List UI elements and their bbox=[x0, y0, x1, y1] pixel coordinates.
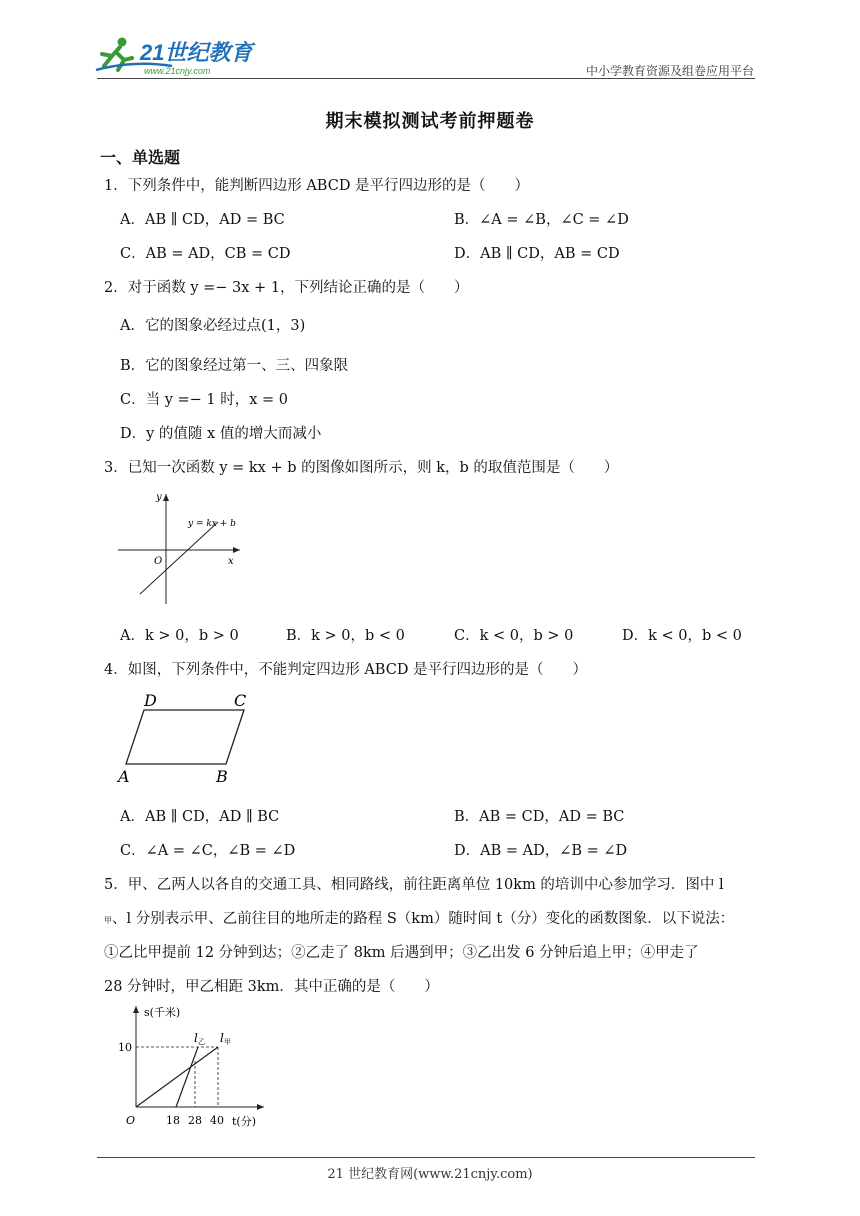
y-label: y bbox=[156, 492, 162, 503]
header-divider bbox=[97, 78, 755, 79]
q3-option-b: B．k > 0，b < 0 bbox=[286, 628, 405, 644]
tick-40: 40 bbox=[210, 1114, 224, 1127]
parallelogram-shape bbox=[126, 710, 244, 764]
vertex-a: A bbox=[118, 767, 130, 786]
q4-parallelogram bbox=[116, 688, 256, 786]
question-5-line-3: ①乙比甲提前 12 分钟到达；②乙走了 8km 后遇到甲；③乙出发 6 分钟后追上甲；④甲走了 bbox=[104, 945, 699, 961]
origin-label-5: O bbox=[126, 1114, 136, 1127]
q1-option-c: C．AB = AD，CB = CD bbox=[120, 246, 291, 262]
vertex-d: D bbox=[144, 691, 157, 710]
l-yi-label: l bbox=[194, 1031, 198, 1045]
page-header bbox=[0, 0, 860, 80]
footer-divider bbox=[97, 1157, 755, 1158]
logo bbox=[94, 36, 259, 78]
platform-name: 中小学教育资源及组卷应用平台 bbox=[585, 64, 754, 78]
vertex-b: B bbox=[216, 767, 228, 786]
s-label: s(千米) bbox=[144, 1006, 181, 1019]
tick-18: 18 bbox=[166, 1114, 180, 1127]
l-jia-sub: 甲 bbox=[224, 1038, 231, 1046]
q3-option-d: D．k < 0，b < 0 bbox=[622, 628, 742, 644]
origin-label: O bbox=[154, 556, 163, 567]
q5-graph bbox=[118, 1002, 278, 1132]
page-title: 期末模拟测试考前押题卷 bbox=[325, 111, 535, 132]
q4-option-c: C．∠A = ∠C，∠B = ∠D bbox=[120, 843, 296, 859]
svg-text:www.21cnjy.com: www.21cnjy.com bbox=[144, 66, 211, 76]
q1-option-d: D．AB ∥ CD，AB = CD bbox=[454, 246, 620, 262]
question-5-line-4: 28 分钟时，甲乙相距 3km．其中正确的是（ ） bbox=[104, 979, 439, 995]
x-label: x bbox=[228, 556, 234, 567]
l-yi-sub: 乙 bbox=[198, 1038, 205, 1046]
q3-graph bbox=[112, 486, 252, 610]
l-jia-label: l bbox=[220, 1031, 224, 1045]
section-heading: 一、单选题 bbox=[100, 148, 181, 167]
question-3-stem: 3．已知一次函数 y = kx + b 的图像如图所示，则 k，b 的取值范围是（ ） bbox=[104, 460, 619, 476]
q2-option-c: C．当 y =− 1 时，x = 0 bbox=[120, 392, 289, 408]
t-label: t(分) bbox=[232, 1115, 257, 1128]
svg-text:21世纪教育: 21世纪教育 bbox=[140, 40, 253, 65]
question-5-line-1: 5．甲、乙两人以各自的交通工具、相同路线，前往距离单位 10km 的培训中心参加学习．图中 l bbox=[104, 877, 724, 893]
q2-option-b: B．它的图象经过第一、三、四象限 bbox=[120, 358, 349, 374]
l-jia-line bbox=[136, 1047, 218, 1107]
function-line bbox=[140, 522, 218, 594]
q4-option-a: A．AB ∥ CD，AD ∥ BC bbox=[120, 809, 280, 825]
line-label: y = kx + b bbox=[188, 519, 236, 529]
tick-28: 28 bbox=[188, 1114, 202, 1127]
question-2-stem: 2．对于函数 y =− 3x + 1，下列结论正确的是（ ） bbox=[104, 280, 469, 296]
q2-option-d: D．y 的值随 x 值的增大而减小 bbox=[120, 426, 322, 442]
q1-option-b: B．∠A = ∠B，∠C = ∠D bbox=[454, 212, 629, 228]
question-4-stem: 4．如图，下列条件中，不能判定四边形 ABCD 是平行四边形的是（ ） bbox=[104, 662, 588, 678]
sub-jia: 甲 bbox=[104, 916, 112, 925]
q1-option-a: A．AB ∥ CD，AD = BC bbox=[120, 212, 285, 228]
q2-option-a: A．它的图象必经过点(1，3) bbox=[120, 318, 306, 334]
q4-option-b: B．AB = CD，AD = BC bbox=[454, 809, 625, 825]
footer-text: 21 世纪教育网(www.21cnjy.com) bbox=[327, 1167, 533, 1182]
q3-option-a: A．k > 0，b > 0 bbox=[120, 628, 239, 644]
q3-option-c: C．k < 0，b > 0 bbox=[454, 628, 574, 644]
question-5-line-2: 甲、l 分别表示甲、乙前往目的地所走的路程 S（km）随时间 t（分）变化的函数图象．以下说法： bbox=[104, 911, 735, 927]
tick-10: 10 bbox=[118, 1041, 132, 1054]
q4-option-d: D．AB = AD，∠B = ∠D bbox=[454, 843, 628, 859]
question-1-stem: 1．下列条件中，能判断四边形 ABCD 是平行四边形的是（ ） bbox=[104, 178, 530, 194]
vertex-c: C bbox=[234, 691, 247, 710]
